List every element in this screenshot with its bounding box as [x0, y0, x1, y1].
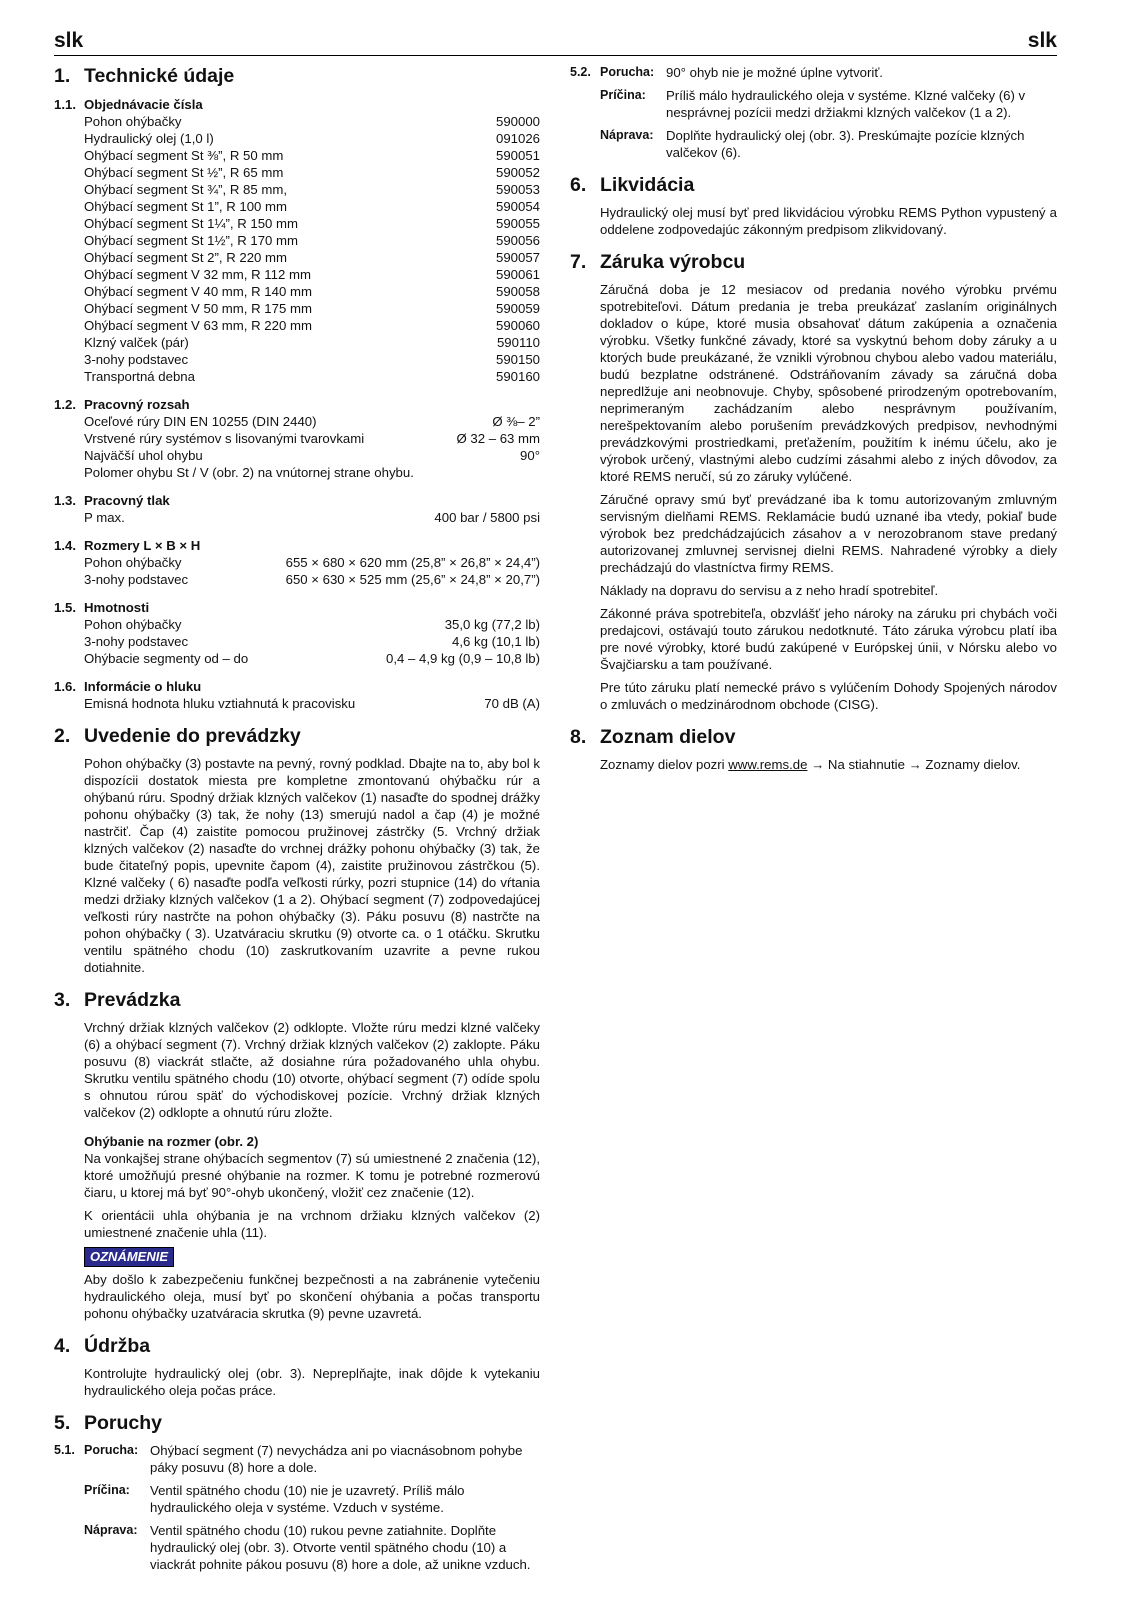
spec-label: Ohýbacie segmenty od – do [84, 651, 249, 666]
commissioning-text: Pohon ohýbačky (3) postavte na pevný, rovný podklad. Dbajte na to, aby bol k dispozícii dostatok miesta pre kompletne zmontovanú ohýbačku rúr a ohýbanú rúru. Spodný držiak klzných valčekov (1) nasaďte do spodnej drážky pohonu ohýbačky (3) tak, že nohy (13) smerujú nadol a čap (4) je možné nastrčiť. Čap (4) zaistite pomocou pružinovej zástrčky (5. Vrchný držiak klzných valčekov (2) nasaďte do vrchnej drážky pohonu ohýbačky (3) tak, že bude čitateľný popis, upevnite čapom (4), zaistite pružinovou zástrčkou (5). Klzné valčeky ( 6) nasaďte podľa veľkosti rúrky, pozri stupnice (14) do vŕtania medzi držiaky klzných valčekov (1 a 2). Ohýbací segment (7) zodpovedajúcej veľkosti rúry nastrčte na pohon ohýbačky (3). Páku posuvu (8) nastrčte na pohon ohýbačky ( 3). Uzatváraciu skrutku (9) otvorte ca. o 1 otáčku. Skrutku ventilu spätného chodu (10) zaskrutkovaním uzavrite a pevne rukou dotiahnite. [84, 756, 540, 975]
spec-label: Emisná hodnota hluku vztiahnutá k pracovisku [84, 696, 356, 711]
language-code-left: slk [54, 29, 84, 52]
notice-badge: OZNÁMENIE [84, 1247, 174, 1267]
warranty-paragraph-2: Záručné opravy smú byť prevádzané iba k tomu autorizovaným zmluvným servisným dielňami REMS. Reklamácie budú uznané iba vtedy, pokiaľ bude výrobok bez predchádzajúcich zásahov a v nerozobranom stave predaný autorizovanej zmluvnej servisnej dielni REMS. Nahradené výrobky a diely prechádzajú do vlastníctva firmy REMS. [600, 492, 1057, 575]
spec-label: 3-nohy podstavec [84, 352, 189, 367]
spec-label: Ohýbací segment St ⅜”, R 50 mm [84, 148, 284, 163]
section-heading-6: 6. Likvidácia [570, 174, 695, 196]
order-numbers-list [54, 113, 540, 385]
left-column [54, 64, 540, 1573]
spec-value: 0,4 – 4,9 kg (0,9 – 10,8 lb) [386, 651, 540, 666]
spec-row [54, 283, 540, 300]
section-heading-3: 3. Prevádzka [54, 989, 181, 1011]
spec-value: 590057 [495, 250, 540, 265]
spec-value: 590061 [495, 267, 540, 282]
spec-value: 4,6 kg (10,1 lb) [452, 634, 540, 649]
parts-list-text: Zoznamy dielov pozri www.rems.de → Na stiahnutie → Zoznamy dielov. [600, 757, 1021, 772]
fault-5-2-remedy: Náprava: Doplňte hydraulický olej (obr. 3). Preskúmajte pozície klzných valčekov (6). [600, 128, 1025, 160]
spec-label: Klzný valček (pár) [84, 335, 189, 350]
spec-label: P max. [84, 510, 125, 525]
spec-value: 35,0 kg (77,2 lb) [444, 617, 540, 632]
warranty-paragraph-4: Zákonné práva spotrebiteľa, obzvlášť jeho nároky na záruku pri chybách voči predajcovi, ostávajú touto zárukou nedotknuté. Táto záruka výrobcu platí iba pre nové výrobky, ktoré budú zakúpené v Európskej únii, v Nórsku alebo vo Švajčiarsku a tam používané. [600, 606, 1057, 672]
spec-value: 590053 [495, 182, 540, 197]
fault-5-1-cause: Príčina: Ventil spätného chodu (10) nie je uzavretý. Príliš málo hydraulického oleja v systéme. Vzduch v systéme. [84, 1483, 465, 1515]
spec-label: Pohon ohýbačky [84, 114, 182, 129]
spec-label: Ohýbací segment V 40 mm, R 140 mm [84, 284, 312, 299]
spec-row [54, 130, 540, 147]
spec-value: 590060 [495, 318, 540, 333]
subsection-1-1: 1.1. Objednávacie čísla [54, 97, 203, 112]
spec-label: Najväčší uhol ohybu [84, 448, 203, 463]
fault-5-2-cause: Príčina: Príliš málo hydraulického oleja v systéme. Klzné valčeky (6) v nesprávnej pozícii medzi držiakmi klzných valčekov (1 a 2). [600, 88, 1026, 120]
spec-row [54, 571, 540, 588]
spec-value: 400 bar / 5800 psi [434, 510, 540, 525]
spec-row [54, 198, 540, 215]
spec-label: Ohýbací segment V 50 mm, R 175 mm [84, 301, 312, 316]
spec-label: Ohýbací segment St 1¼”, R 150 mm [84, 216, 299, 231]
section-heading-1: 1. Technické údaje [54, 65, 235, 87]
spec-value: 590054 [495, 199, 540, 214]
weights-list [54, 616, 540, 667]
fault-5-1-remedy: Náprava: Ventil spätného chodu (10) rukou pevne zatiahnite. Doplňte hydraulický olej (obr. 3). Otvorte ventil spätného chodu (10) a viackrát pohnite pákou posuvu (8) hore a dole, až unikne vzduch. [84, 1523, 531, 1572]
working-range-list [54, 413, 540, 464]
subsection-1-5: 1.5. Hmotnosti [54, 600, 150, 615]
bending-to-size-heading: Ohýbanie na rozmer (obr. 2) [84, 1134, 259, 1149]
spec-label: Vrstvené rúry systémov s lisovanými tvarovkami [84, 431, 365, 446]
language-code-right: slk [1027, 29, 1057, 52]
spec-value: Ø 32 – 63 mm [456, 431, 540, 446]
spec-label: Hydraulický olej (1,0 l) [84, 131, 214, 146]
maintenance-text: Kontrolujte hydraulický olej (obr. 3). Nepreplňajte, inak dôjde k vytekaniu hydraulického oleja počas práce. [84, 1366, 540, 1398]
spec-label: Ohýbací segment St 1½”, R 170 mm [84, 233, 299, 248]
spec-value: 90° [520, 448, 540, 463]
bending-to-size-text: Na vonkajšej strane ohýbacích segmentov (7) sú umiestnené 2 značenia (12), ktoré umožňujú presné ohýbanie na rozmer. K tomu je potrebné rozmerovú čiaru, u ktorej má byť 90°-ohyb ukončený, vložiť cez značenie (12). [84, 1151, 540, 1200]
spec-row [54, 249, 540, 266]
rems-website-link[interactable]: www.rems.de [728, 757, 808, 772]
spec-row [54, 616, 540, 633]
spec-value: 590052 [495, 165, 540, 180]
fault-5-1-problem: 5.1. Porucha: Ohýbací segment (7) nevychádza ani po viacnásobnom pohybe páky posuvu (8) hore a dole. [54, 1443, 523, 1475]
subsection-1-2: 1.2. Pracovný rozsah [54, 397, 190, 412]
spec-row [54, 266, 540, 283]
disposal-text: Hydraulický olej musí byť pred likvidáciou výrobku REMS Python vypustený a oddelene zodpovedajúc zákonným predpisom zlikvidovaný. [600, 205, 1057, 237]
spec-label: Ohýbací segment V 63 mm, R 220 mm [84, 318, 312, 333]
spec-row [54, 232, 540, 249]
spec-label: Ohýbací segment St ¾”, R 85 mm, [84, 182, 288, 197]
spec-row [54, 113, 540, 130]
spec-label: Oceľové rúry DIN EN 10255 (DIN 2440) [84, 414, 317, 429]
spec-row [54, 554, 540, 571]
spec-label: Transportná debna [84, 369, 195, 384]
spec-label: 3-nohy podstavec [84, 572, 189, 587]
subsection-1-3: 1.3. Pracovný tlak [54, 493, 170, 508]
spec-row [54, 695, 540, 712]
spec-value: Ø ⅜– 2” [492, 414, 540, 429]
notice-text: Aby došlo k zabezpečeniu funkčnej bezpečnosti a na zabránenie vytečeniu hydraulického oleja, musí byť po skončení ohýbania a počas transportu pohonu ohýbačky uzatváracia skrutka (9) pevne uzavretá. [84, 1272, 540, 1321]
spec-label: 3-nohy podstavec [84, 634, 189, 649]
section-heading-5: 5. Poruchy [54, 1412, 163, 1434]
page-header [54, 30, 1057, 56]
spec-value: 590150 [495, 352, 540, 367]
spec-value: 655 × 680 × 620 mm (25,8” × 26,8” × 24,4”) [285, 555, 540, 570]
spec-value: 590051 [495, 148, 540, 163]
spec-value: 091026 [495, 131, 540, 146]
section-heading-7: 7. Záruka výrobcu [570, 251, 746, 273]
operation-text: Vrchný držiak klzných valčekov (2) odklopte. Vložte rúru medzi klzné valčeky (6) a ohýbací segment (7). Vrchný držiak klzných valčekov (2) zaklopte. Páku posuvu (8) viackrát stlačte, až dosiahne rúra požadovaného uhla ohybu. Skrutku ventilu spätného chodu (10) otvorte, ohýbací segment (7) odíde spolu s ohnutou rúrou späť do východiskovej pozície. Vrchný držiak klzných valčekov (2) odklopte a ohnutú rúru zložte. [84, 1020, 540, 1120]
spec-value: 590058 [495, 284, 540, 299]
working-pressure-list [54, 509, 540, 526]
spec-value: 590059 [495, 301, 540, 316]
section-heading-2: 2. Uvedenie do prevádzky [54, 725, 301, 747]
spec-value: 590055 [495, 216, 540, 231]
spec-label: Ohýbací segment V 32 mm, R 112 mm [84, 267, 311, 282]
angle-orientation-text: K orientácii uhla ohýbania je na vrchnom držiaku klzných valčekov (2) umiestnené značenie uhla (11). [84, 1208, 540, 1240]
spec-row [54, 164, 540, 181]
spec-value: 590056 [495, 233, 540, 248]
spec-row [54, 351, 540, 368]
spec-row [54, 368, 540, 385]
spec-label: Ohýbací segment St ½”, R 65 mm [84, 165, 284, 180]
spec-row [54, 300, 540, 317]
spec-row [54, 430, 540, 447]
bending-radius-note: Polomer ohybu St / V (obr. 2) na vnútornej strane ohybu. [84, 465, 414, 480]
dimensions-list [54, 554, 540, 588]
spec-row [54, 147, 540, 164]
subsection-1-4: 1.4. Rozmery L × B × H [54, 538, 201, 553]
spec-row [54, 447, 540, 464]
spec-label: Ohýbací segment St 1”, R 100 mm [84, 199, 288, 214]
section-heading-8: 8. Zoznam dielov [570, 726, 736, 748]
spec-row [54, 650, 540, 667]
spec-value: 70 dB (A) [484, 696, 540, 711]
right-column [570, 64, 1057, 773]
spec-value: 590000 [495, 114, 540, 129]
spec-value: 650 × 630 × 525 mm (25,6” × 24,8” × 20,7”) [285, 572, 540, 587]
spec-row [54, 633, 540, 650]
spec-row [54, 215, 540, 232]
section-heading-4: 4. Údržba [54, 1335, 151, 1357]
noise-list [54, 695, 540, 712]
spec-value: 590110 [496, 335, 540, 350]
spec-row [54, 334, 540, 351]
spec-label: Ohýbací segment St 2”, R 220 mm [84, 250, 288, 265]
spec-row [54, 413, 540, 430]
spec-row [54, 509, 540, 526]
spec-value: 590160 [495, 369, 540, 384]
warranty-paragraph-5: Pre túto záruku platí nemecké právo s vylúčením Dohody Spojených národov o zmluvách o medzinárodnom obchode (CISG). [600, 680, 1057, 712]
spec-label: Pohon ohýbačky [84, 555, 182, 570]
warranty-paragraph-3: Náklady na dopravu do servisu a z neho hradí spotrebiteľ. [600, 583, 939, 598]
spec-row [54, 181, 540, 198]
spec-row [54, 317, 540, 334]
fault-5-2-problem: 5.2. Porucha: 90° ohyb nie je možné úplne vytvoriť. [570, 65, 883, 80]
spec-label: Pohon ohýbačky [84, 617, 182, 632]
subsection-1-6: 1.6. Informácie o hluku [54, 679, 202, 694]
warranty-paragraph-1: Záručná doba je 12 mesiacov od predania nového výrobku prvému spotrebiteľovi. Dátum predania je treba preukázať zaslaním originálnych dokladov o kúpe, ktoré musia obsahovať dátum zakúpenia a označenia výrobku. Všetky funkčné závady, ktoré sa vyskytnú behom doby záruky a u ktorých bude preukázané, že vznikli výrobnou chybou alebo vadou materiálu, budú bezplatne odstránené. Odstráňovaním závady sa záručná doba nepredlžuje ani neobnovuje. Chyby, spôsobené prirodzeným opotrebovaním, neprimeraným zachádzaním alebo nesprávnym používaním, nerešpektovaním alebo porušením prevádzkových predpisov, nevhodnými prevádzkovými prostriedkami, preťažením, použitím k inému účelu, ako je výrobok určený, vlastnými alebo cudzími zásahmi alebo z iných dôvodov, za ktoré REMS neručí, sú zo záruky vylúčené. [600, 282, 1057, 484]
